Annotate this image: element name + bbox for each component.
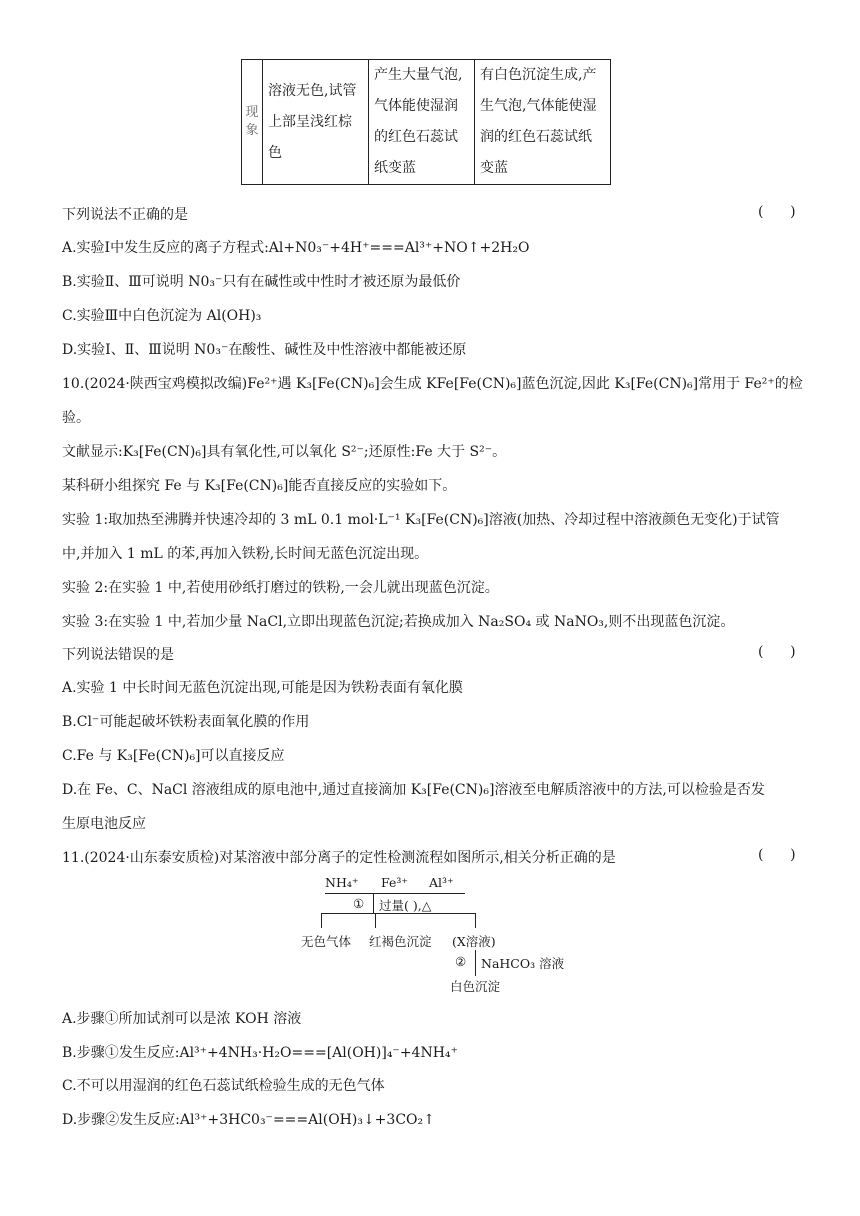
flow-branch-bar: [321, 913, 476, 914]
table-header-cell: [242, 60, 263, 185]
cell-text-exp2: 产生大量气泡,气体能使湿润的红色石蕊试纸变蓝: [374, 67, 463, 176]
q10-stem-line2: 验。: [62, 410, 90, 426]
output-colorless-gas: 无色气体: [301, 934, 352, 949]
ion-iron-iii: Fe³⁺: [381, 875, 408, 890]
ion-ammonium: NH₄⁺: [325, 875, 359, 890]
q9-option-c: C.实验Ⅲ中白色沉淀为 Al(OH)₃: [62, 308, 262, 324]
q10-question: 下列说法错误的是: [62, 647, 174, 663]
branch-arrow-left: [321, 913, 322, 928]
output-red-brown-precipitate: 红褐色沉淀: [369, 934, 432, 949]
table-cell-exp1: [263, 60, 369, 185]
q9-stem: 下列说法不正确的是: [62, 207, 188, 223]
output-white-precipitate: 白色沉淀: [450, 979, 501, 994]
q10-exp3: 实验 3:在实验 1 中,若加少量 NaCl,立即出现蓝色沉淀;若换成加入 Na₂SO₄ 或 NaNO₃,则不出现蓝色沉淀。: [62, 614, 735, 630]
q10-exp1-line1: 实验 1:取加热至沸腾并快速冷却的 3 mL 0.1 mol·L⁻¹ K₃[Fe(CN)₆]溶液(加热、冷却过程中溶液颜色无变化)于试管: [62, 512, 780, 528]
q10-answer-paren: ( ): [758, 644, 796, 660]
table-header-label: 现象: [245, 105, 259, 138]
q10-exp1-line2: 中,并加入 1 mL 的苯,再加入铁粉,长时间无蓝色沉淀出现。: [62, 546, 429, 562]
q11-option-a: A.步骤①所加试剂可以是浓 KOH 溶液: [62, 1011, 302, 1027]
q9-answer-paren: ( ): [758, 204, 796, 220]
step2-marker: ②: [455, 954, 467, 969]
q10-option-a: A.实验 1 中长时间无蓝色沉淀出现,可能是因为铁粉表面有氧化膜: [62, 680, 463, 696]
flow-main-stem: [373, 893, 374, 913]
q10-option-b: B.Cl⁻可能起破坏铁粉表面氧化膜的作用: [62, 714, 310, 730]
table-cell-exp3: [475, 60, 611, 185]
q11-stem: 11.(2024·山东泰安质检)对某溶液中部分离子的定性检测流程如图所示,相关分析正确的是: [62, 850, 616, 866]
ions-underline: [325, 893, 465, 894]
q9-option-a: A.实验Ⅰ中发生反应的离子方程式:Al+N0₃⁻+4H⁺===Al³⁺+NO↑+2H₂O: [62, 240, 530, 256]
table-cell-exp2: [369, 60, 475, 185]
detection-flow-diagram: [295, 873, 565, 998]
q11-option-d: D.步骤②发生反应:Al³⁺+3HC0₃⁻===Al(OH)₃↓+3CO₂↑: [62, 1112, 435, 1128]
step1-reagent: 过量( ),△: [379, 898, 432, 913]
step2-arrow: [475, 950, 476, 976]
q10-literature: 文献显示:K₃[Fe(CN)₆]具有氧化性,可以氧化 S²⁻;还原性:Fe 大于 S²⁻。: [62, 444, 507, 460]
cell-text-exp1: 溶液无色,试管上部呈浅红棕色: [268, 82, 357, 161]
q10-option-d-line2: 生原电池反应: [62, 816, 146, 832]
q10-option-d-line1: D.在 Fe、C、NaCl 溶液组成的原电池中,通过直接滴加 K₃[Fe(CN)₆]溶液至电解质溶液中的方法,可以检验是否发: [62, 782, 765, 798]
q11-option-b: B.步骤①发生反应:Al³⁺+4NH₃·H₂O===[Al(OH)]₄⁻+4NH₄⁺: [62, 1045, 458, 1061]
q11-answer-paren: ( ): [758, 847, 796, 863]
q10-intro: 某科研小组探究 Fe 与 K₃[Fe(CN)₆]能否直接反应的实验如下。: [62, 478, 457, 494]
branch-arrow-right: [475, 913, 476, 928]
q11-option-c: C.不可以用湿润的红色石蕊试纸检验生成的无色气体: [62, 1078, 385, 1094]
ion-aluminum: Al³⁺: [429, 875, 454, 890]
q10-option-c: C.Fe 与 K₃[Fe(CN)₆]可以直接反应: [62, 748, 285, 764]
step1-marker: ①: [353, 896, 365, 911]
cell-text-exp3: 有白色沉淀生成,产生气泡,气体能使湿润的红色石蕊试纸变蓝: [480, 67, 597, 176]
q9-option-d: D.实验Ⅰ、Ⅱ、Ⅲ说明 N0₃⁻在酸性、碱性及中性溶液中都能被还原: [62, 342, 467, 358]
q9-option-b: B.实验Ⅱ、Ⅲ可说明 N0₃⁻只有在碱性或中性时才被还原为最低价: [62, 274, 461, 290]
step2-reagent: NaHCO₃ 溶液: [481, 956, 565, 971]
phenomenon-table: [241, 59, 611, 185]
q10-stem-line1: 10.(2024·陕西宝鸡模拟改编)Fe²⁺遇 K₃[Fe(CN)₆]会生成 KFe[Fe(CN)₆]蓝色沉淀,因此 K₃[Fe(CN)₆]常用于 Fe²⁺的检: [62, 376, 803, 392]
output-x-solution: (X溶液): [452, 934, 496, 949]
q10-exp2: 实验 2:在实验 1 中,若使用砂纸打磨过的铁粉,一会儿就出现蓝色沉淀。: [62, 580, 499, 596]
branch-arrow-middle: [375, 913, 376, 928]
